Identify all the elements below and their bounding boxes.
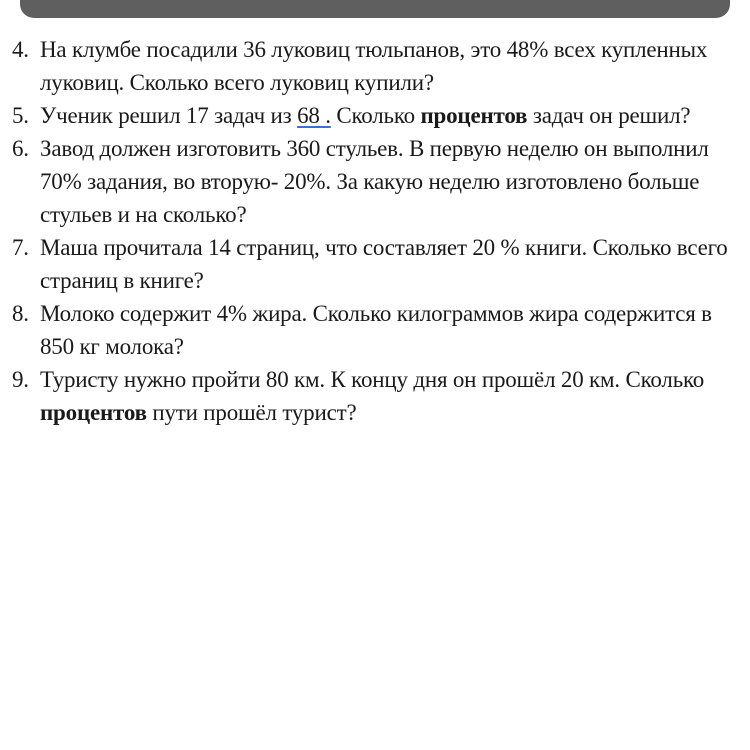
problem-number: 8. xyxy=(12,301,29,326)
underlined-number: 68 . xyxy=(297,103,331,128)
problem-text: Молоко содержит 4% жира. Сколько килограммов жира содержится в 850 кг молока? xyxy=(40,301,712,359)
problem-number: 7. xyxy=(12,235,29,260)
problem-item xyxy=(0,132,750,231)
top-bar-panel xyxy=(20,0,730,18)
problem-text: задач он решил? xyxy=(527,103,691,128)
problem-number: 6. xyxy=(12,136,29,161)
problem-item xyxy=(0,99,750,132)
bold-word: процентов xyxy=(40,400,147,425)
problem-number: 4. xyxy=(12,37,29,62)
problem-item xyxy=(0,33,750,99)
problem-item xyxy=(0,231,750,297)
problem-text: Завод должен изготовить 360 стульев. В первую неделю он выполнил 70% задания, во вторую- 20%. За какую неделю изготовлено больше стульев и на сколько? xyxy=(40,136,709,227)
problem-number: 9. xyxy=(12,367,29,392)
bold-word: процентов xyxy=(420,103,528,128)
problem-text: Туристу нужно пройти 80 км. К концу дня он прошёл 20 км. Сколько xyxy=(40,367,705,392)
problem-text: пути прошёл турист? xyxy=(146,400,357,425)
problem-text: Маша прочитала 14 страниц, что составляет 20 % книги. Сколько всего страниц в книге? xyxy=(40,235,728,293)
problem-list xyxy=(0,33,750,429)
problem-text: На клумбе посадили 36 луковиц тюльпанов, это 48% всех купленных луковиц. Сколько всего луковиц купили? xyxy=(40,37,708,95)
problem-text: Сколько xyxy=(330,103,421,128)
problem-number: 5. xyxy=(12,103,29,128)
problem-item xyxy=(0,297,750,363)
problem-text: Ученик решил 17 задач из xyxy=(40,103,298,128)
problem-item xyxy=(0,363,750,429)
top-bar xyxy=(0,0,750,36)
